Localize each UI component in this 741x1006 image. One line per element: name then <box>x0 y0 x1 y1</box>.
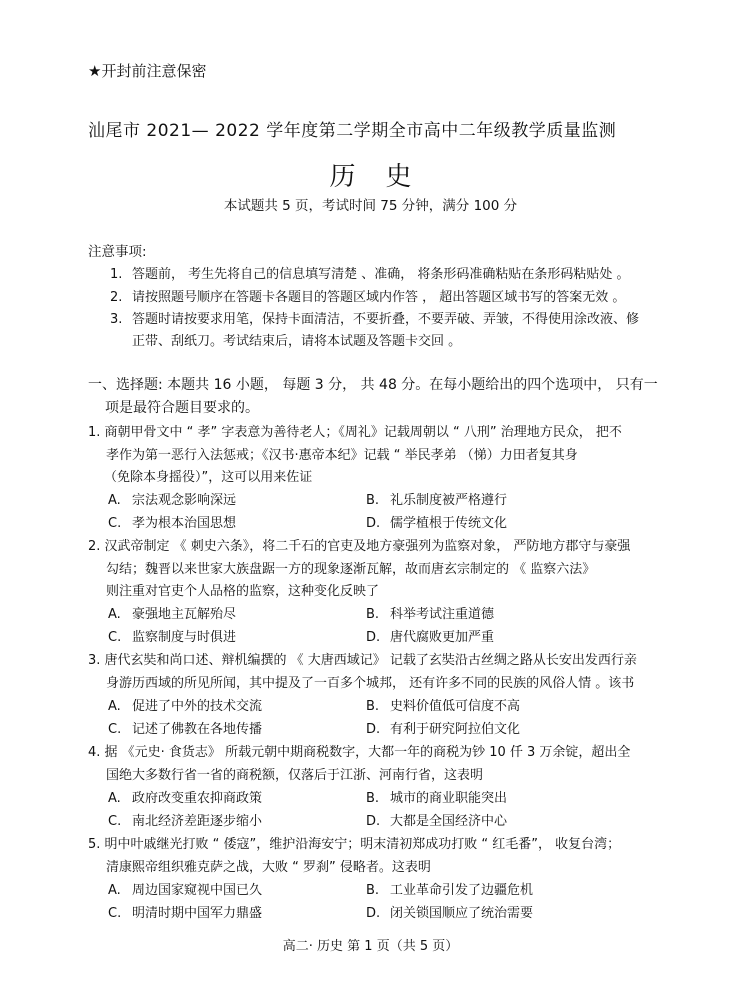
notice-title: 注意事项: <box>88 244 147 260</box>
notice-item <box>110 263 630 282</box>
option-text: 闭关锁国顺应了统治需要 <box>390 906 534 921</box>
option-letter: A. <box>108 883 121 898</box>
option-letter: C. <box>108 630 122 645</box>
subject-title: 历史 <box>329 162 442 192</box>
question-stem-line: 5. 明中叶戚继光打败 “ 倭寇”，维护沿海安宁；明末清初郑成功打败 “ 红毛番”， 收复台湾； <box>88 837 621 852</box>
option-letter: B. <box>366 493 380 508</box>
option-d[interactable] <box>366 902 533 921</box>
notice-item <box>110 308 639 327</box>
option-a[interactable] <box>108 879 262 898</box>
option-letter: D. <box>366 906 381 921</box>
section-heading: 一、选择题: 本题共 16 小题， 每题 3 分， 共 48 分。在每小题给出的四个选项中， 只有一 <box>88 377 658 393</box>
option-b[interactable] <box>366 695 520 714</box>
section-heading-continuation: 项是最符合题目要求的。 <box>105 400 259 416</box>
question-stem-line: 3. 唐代玄奘和尚口述、辩机编撰的 《 大唐西域记》 记载了玄奘沿古丝绸之路从长安出发西行亲 <box>88 653 637 668</box>
option-text: 记述了佛教在各地传播 <box>132 722 263 737</box>
question-stem-line: 1. 商朝甲骨文中 “ 孝” 字表意为善待老人；《周礼》记载周朝以 “ 八刑” 治理地方民众， 把不 <box>88 425 622 440</box>
option-b[interactable] <box>366 879 533 898</box>
option-letter: C. <box>108 516 122 531</box>
option-d[interactable] <box>366 718 520 737</box>
option-b[interactable] <box>366 603 494 622</box>
option-a[interactable] <box>108 603 236 622</box>
option-text: 政府改变重农抑商政策 <box>132 791 263 806</box>
option-a[interactable] <box>108 695 262 714</box>
option-text: 有利于研究阿拉伯文化 <box>390 722 521 737</box>
notice-item-number: 3. <box>110 312 123 327</box>
option-text: 监察制度与时俱进 <box>132 630 237 645</box>
option-letter: B. <box>366 699 380 714</box>
confidential-notice: ★开封前注意保密 <box>88 62 207 80</box>
question-stem-line: 勾结；魏晋以来世家大族盘踞一方的现象逐渐瓦解，故而唐玄宗制定的 《 监察六法》 <box>106 562 596 577</box>
option-c[interactable] <box>108 512 236 531</box>
option-letter: B. <box>366 791 380 806</box>
notice-item-text: 答题前， 考生先将自己的信息填写清楚 、准确， 将条形码准确粘贴在条形码粘贴处 。 <box>132 267 630 282</box>
option-c[interactable] <box>108 626 236 645</box>
notice-item-text: 请按照题号顺序在答题卡各题目的答题区域内作答 ， 超出答题区域书写的答案无效 。 <box>132 290 626 305</box>
question-stem-line: 孝作为第一恶行入法惩戒；《汉书·惠帝本纪》记载 “ 举民孝弟 （悌）力田者复其身 <box>106 448 578 463</box>
question-stem-line: 国绝大多数行省一省的商税额，仅落后于江浙、河南行省，这表明 <box>106 768 484 783</box>
option-letter: D. <box>366 814 381 829</box>
question-stem-line: 2. 汉武帝制定 《 刺史六条》，将二千石的官吏及地方豪强列为监察对象， 严防地方郡守与豪强 <box>88 539 631 554</box>
option-b[interactable] <box>366 787 507 806</box>
option-c[interactable] <box>108 718 262 737</box>
option-d[interactable] <box>366 626 494 645</box>
option-letter: D. <box>366 722 381 737</box>
question-stem-line: 4. 据 《元史· 食货志》 所载元朝中期商税数字，大都一年的商税为钞 10 仟 3 万余锭，超出全 <box>88 745 631 760</box>
notice-item-number: 1. <box>110 267 123 282</box>
question-stem-line: （免除本身摇役）”，这可以用来佐证 <box>104 470 313 485</box>
option-letter: A. <box>108 493 121 508</box>
exam-title: 汕尾市 2021— 2022 学年度第二学期全市高中二年级教学质量监测 <box>88 121 617 141</box>
exam-info: 本试题共 5 页，考试时间 75 分钟，满分 100 分 <box>223 198 518 214</box>
option-letter: C. <box>108 906 122 921</box>
option-letter: B. <box>366 883 380 898</box>
question-stem-line: 则注重对官吏个人品格的监察，这种变化反映了 <box>106 584 380 599</box>
notice-item-text: 答题时请按要求用笔，保持卡面清洁，不要折叠，不要弄破、弄皱，不得使用涂改液、修 <box>132 312 640 327</box>
option-letter: C. <box>108 722 122 737</box>
option-text: 孝为根本治国思想 <box>132 516 237 531</box>
option-text: 周边国家窥视中国已久 <box>132 883 263 898</box>
option-letter: D. <box>366 630 381 645</box>
option-letter: C. <box>108 814 122 829</box>
option-letter: A. <box>108 607 121 622</box>
option-text: 唐代腐败更加严重 <box>390 630 495 645</box>
option-text: 促进了中外的技术交流 <box>132 699 263 714</box>
option-b[interactable] <box>366 489 507 508</box>
option-text: 儒学植根于传统文化 <box>390 516 508 531</box>
notice-item-continuation: 正带、刮纸刀。考试结束后，请将本试题及答题卡交回 。 <box>132 334 462 349</box>
notice-item <box>110 286 625 305</box>
option-text: 工业革命引发了边疆危机 <box>390 883 534 898</box>
option-text: 宗法观念影响深远 <box>132 493 237 508</box>
option-text: 南北经济差距逐步缩小 <box>132 814 263 829</box>
option-d[interactable] <box>366 512 507 531</box>
option-letter: A. <box>108 699 121 714</box>
option-d[interactable] <box>366 810 507 829</box>
option-c[interactable] <box>108 902 262 921</box>
option-text: 城市的商业职能突出 <box>390 791 508 806</box>
option-c[interactable] <box>108 810 262 829</box>
option-text: 礼乐制度被严格遵行 <box>390 493 508 508</box>
option-letter: D. <box>366 516 381 531</box>
notice-item-number: 2. <box>110 290 123 305</box>
option-text: 豪强地主瓦解殆尽 <box>132 607 237 622</box>
question-stem-line: 身游历西域的所见所闻，其中提及了一百多个城邦， 还有许多不同的民族的风俗人情 。该书 <box>106 676 635 691</box>
option-text: 大都是全国经济中心 <box>390 814 508 829</box>
option-text: 科举考试注重道德 <box>390 607 495 622</box>
page-footer: 高二· 历史 第 1 页（共 5 页） <box>282 939 459 954</box>
option-letter: B. <box>366 607 380 622</box>
option-letter: A. <box>108 791 121 806</box>
option-text: 明清时期中国军力鼎盛 <box>132 906 263 921</box>
option-text: 史料价值低可信度不高 <box>390 699 521 714</box>
question-stem-line: 清康熙帝组织雅克萨之战，大败 “ 罗刹” 侵略者。这表明 <box>106 860 431 875</box>
option-a[interactable] <box>108 489 236 508</box>
option-a[interactable] <box>108 787 262 806</box>
